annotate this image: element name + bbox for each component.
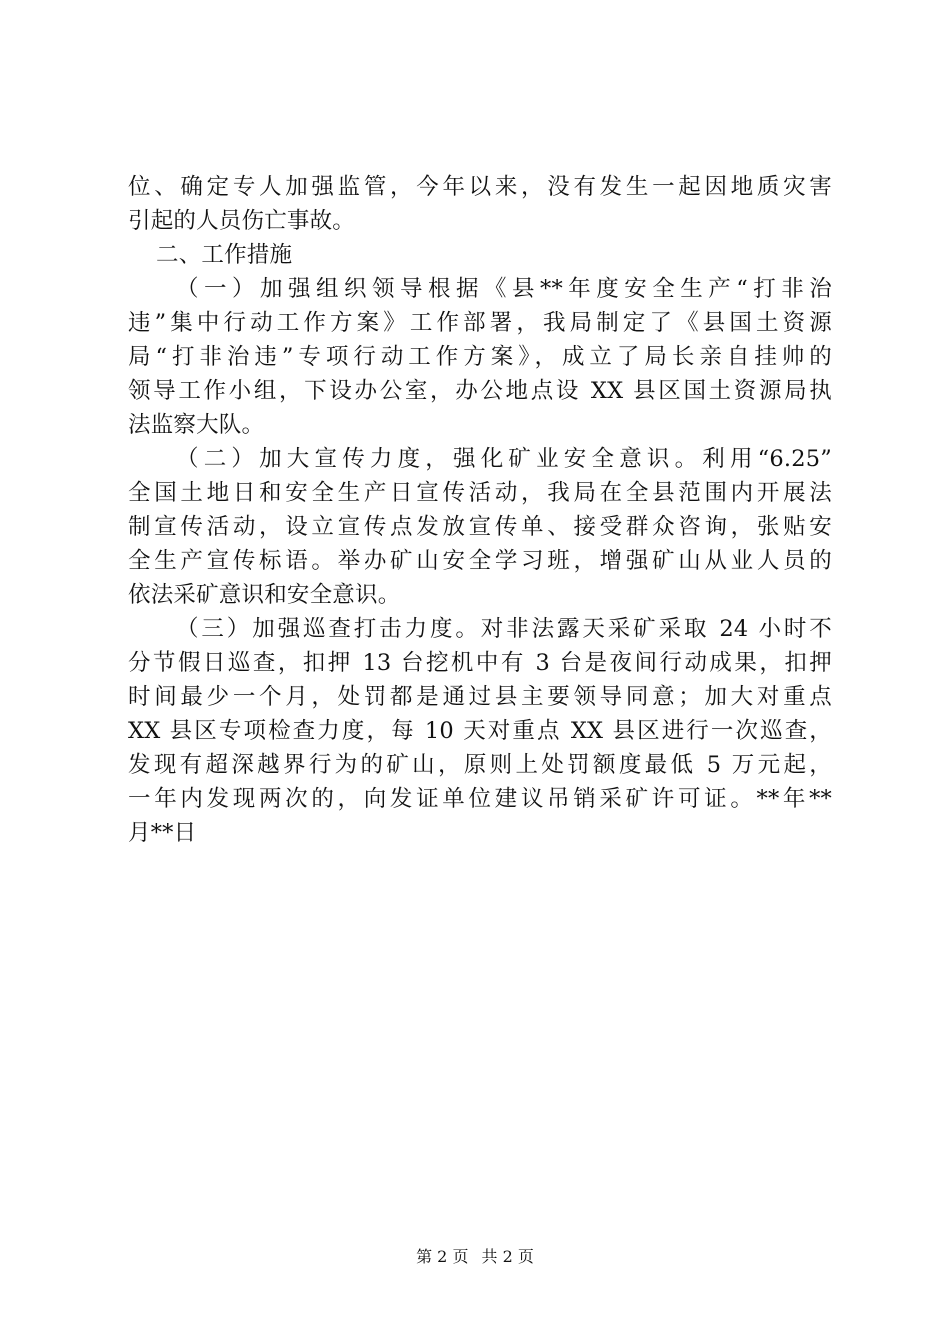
text-line: 发现有超深越界行为的矿山，原则上处罚额度最低 5 万元起， xyxy=(128,752,832,778)
text-line: （一）加强组织领导根据《县**年度安全生产“打非治 xyxy=(176,276,832,302)
page-number: 第 2 页 xyxy=(416,1247,469,1266)
text-line: 全生产宣传标语。举办矿山安全学习班，增强矿山从业人员的 xyxy=(128,548,832,574)
page-footer xyxy=(0,1244,950,1267)
section-heading: 二、工作措施 xyxy=(156,242,293,268)
text-line: 全国土地日和安全生产日宣传活动，我局在全县范围内开展法 xyxy=(128,480,832,506)
text-line: （二）加大宣传力度，强化矿业安全意识。利用“6.25” xyxy=(176,446,832,472)
text-line: 分节假日巡查，扣押 13 台挖机中有 3 台是夜间行动成果，扣押 xyxy=(128,650,832,676)
text-line: 一年内发现两次的，向发证单位建议吊销采矿许可证。**年** xyxy=(128,786,832,812)
text-line: 依法采矿意识和安全意识。 xyxy=(128,582,401,608)
text-line: 领导工作小组，下设办公室，办公地点设 XX 县区国土资源局执 xyxy=(128,378,832,404)
text-line: 引起的人员伤亡事故。 xyxy=(128,208,356,234)
page-total: 共 2 页 xyxy=(481,1247,534,1266)
text-line: 局“打非治违”专项行动工作方案》，成立了局长亲自挂帅的 xyxy=(128,344,832,370)
text-line: 违”集中行动工作方案》工作部署，我局制定了《县国土资源 xyxy=(128,310,832,336)
text-line: 位、确定专人加强监管，今年以来，没有发生一起因地质灾害 xyxy=(128,174,832,200)
document-body xyxy=(128,170,832,850)
text-line: （三）加强巡查打击力度。对非法露天采矿采取 24 小时不 xyxy=(176,616,832,642)
text-line: 法监察大队。 xyxy=(128,412,265,438)
text-line: 时间最少一个月，处罚都是通过县主要领导同意；加大对重点 xyxy=(128,684,832,710)
text-line: 制宣传活动，设立宣传点发放宣传单、接受群众咨询，张贴安 xyxy=(128,514,832,540)
text-line: XX 县区专项检查力度，每 10 天对重点 XX 县区进行一次巡查， xyxy=(128,718,832,744)
date-line: 月**日 xyxy=(128,820,197,846)
